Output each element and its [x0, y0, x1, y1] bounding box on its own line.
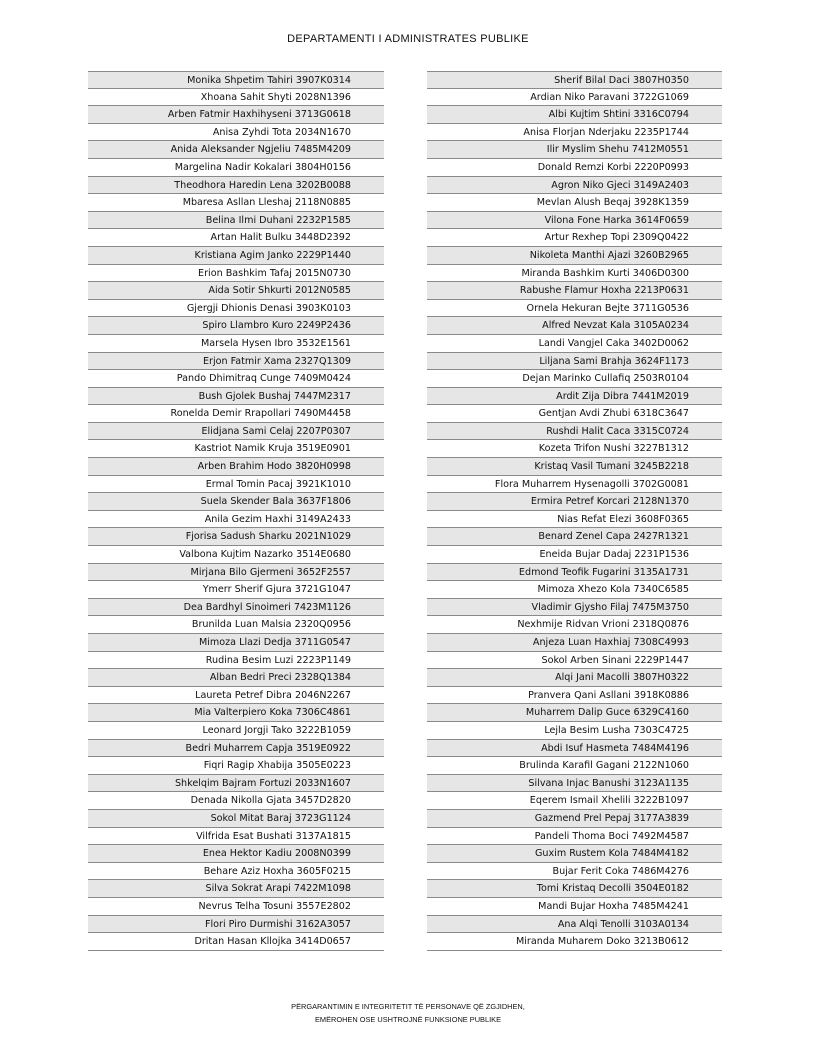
list-item: Guxim Rustem Kola 7484M4182 — [427, 845, 722, 863]
list-item: Vladimir Gjysho Filaj 7475M3750 — [427, 599, 722, 617]
list-item: Pando Dhimitraq Cunge 7409M0424 — [88, 370, 384, 388]
list-item: Ana Alqi Tenolli 3103A0134 — [427, 916, 722, 934]
list-item: Benard Zenel Capa 2427R1321 — [427, 528, 722, 546]
list-item: Enea Hektor Kadiu 2008N0399 — [88, 845, 384, 863]
list-item: Ornela Hekuran Bejte 3711G0536 — [427, 300, 722, 318]
footer-line-1: PËRGARANTIMIN E INTEGRITETIT TË PERSONAVE QË ZGJIDHEN, — [291, 1002, 525, 1011]
list-item: Shkelqim Bajram Fortuzi 2033N1607 — [88, 775, 384, 793]
list-item: Bujar Ferit Coka 7486M4276 — [427, 863, 722, 881]
list-item: Kristaq Vasil Tumani 3245B2218 — [427, 458, 722, 476]
list-item: Aida Sotir Shkurti 2012N0585 — [88, 282, 384, 300]
list-item: Silvana Injac Banushi 3123A1135 — [427, 775, 722, 793]
left-name-list — [88, 71, 384, 951]
page-title: DEPARTAMENTI I ADMINISTRATES PUBLIKE — [287, 33, 529, 45]
list-item: Denada Nikolla Gjata 3457D2820 — [88, 792, 384, 810]
list-item: Sherif Bilal Daci 3807H0350 — [427, 71, 722, 89]
list-item: Liljana Sami Brahja 3624F1173 — [427, 353, 722, 371]
list-item: Sokol Mitat Baraj 3723G1124 — [88, 810, 384, 828]
page-footer — [0, 1000, 816, 1026]
list-item: Eneida Bujar Dadaj 2231P1536 — [427, 546, 722, 564]
list-item: Sokol Arben Sinani 2229P1447 — [427, 652, 722, 670]
list-item: Bedri Muharrem Capja 3519E0922 — [88, 740, 384, 758]
list-item: Brunilda Luan Malsia 2320Q0956 — [88, 616, 384, 634]
list-item: Vilfrida Esat Bushati 3137A1815 — [88, 828, 384, 846]
list-item: Anjeza Luan Haxhiaj 7308C4993 — [427, 634, 722, 652]
list-item: Erjon Fatmir Xama 2327Q1309 — [88, 353, 384, 371]
list-item: Kastriot Namik Kruja 3519E0901 — [88, 440, 384, 458]
list-item: Nikoleta Manthi Ajazi 3260B2965 — [427, 247, 722, 265]
list-item: Arben Brahim Hodo 3820H0998 — [88, 458, 384, 476]
list-item: Pranvera Qani Asllani 3918K0886 — [427, 687, 722, 705]
list-item: Mimoza Xhezo Kola 7340C6585 — [427, 581, 722, 599]
list-item: Abdi Isuf Hasmeta 7484M4196 — [427, 740, 722, 758]
list-item: Dritan Hasan Kllojka 3414D0657 — [88, 933, 384, 951]
list-item: Silva Sokrat Arapi 7422M1098 — [88, 880, 384, 898]
list-item: Erion Bashkim Tafaj 2015N0730 — [88, 265, 384, 283]
list-item: Muharrem Dalip Guce 6329C4160 — [427, 704, 722, 722]
list-item: Kozeta Trifon Nushi 3227B1312 — [427, 440, 722, 458]
list-item: Anisa Florjan Nderjaku 2235P1744 — [427, 124, 722, 142]
list-item: Marsela Hysen Ibro 3532E1561 — [88, 335, 384, 353]
list-item: Miranda Muharem Doko 3213B0612 — [427, 933, 722, 951]
list-item: Edmond Teofik Fugarini 3135A1731 — [427, 564, 722, 582]
list-item: Mevlan Alush Beqaj 3928K1359 — [427, 194, 722, 212]
list-item: Flori Piro Durmishi 3162A3057 — [88, 916, 384, 934]
list-item: Albi Kujtim Shtini 3316C0794 — [427, 106, 722, 124]
list-item: Mimoza Llazi Dedja 3711G0547 — [88, 634, 384, 652]
list-item: Landi Vangjel Caka 3402D0062 — [427, 335, 722, 353]
list-item: Lejla Besim Lusha 7303C4725 — [427, 722, 722, 740]
list-item: Anila Gezim Haxhi 3149A2433 — [88, 511, 384, 529]
list-item: Agron Niko Gjeci 3149A2403 — [427, 177, 722, 195]
list-item: Alban Bedri Preci 2328Q1384 — [88, 669, 384, 687]
list-item: Anisa Zyhdi Tota 2034N1670 — [88, 124, 384, 142]
list-item: Gjergji Dhionis Denasi 3903K0103 — [88, 300, 384, 318]
list-item: Artan Halit Bulku 3448D2392 — [88, 229, 384, 247]
list-item: Flora Muharrem Hysenagolli 3702G0081 — [427, 476, 722, 494]
list-item: Eqerem Ismail Xhelili 3222B1097 — [427, 792, 722, 810]
footer-line-2: EMËROHEN OSE USHTROJNË FUNKSIONE PUBLIKE — [314, 1015, 502, 1024]
list-item: Mirjana Bilo Gjermeni 3652F2557 — [88, 564, 384, 582]
list-item: Nevrus Telha Tosuni 3557E2802 — [88, 898, 384, 916]
list-item: Vilona Fone Harka 3614F0659 — [427, 212, 722, 230]
list-item: Gazmend Prel Pepaj 3177A3839 — [427, 810, 722, 828]
list-item: Artur Rexhep Topi 2309Q0422 — [427, 229, 722, 247]
list-item: Kristiana Agim Janko 2229P1440 — [88, 247, 384, 265]
list-item: Brulinda Karafil Gagani 2122N1060 — [427, 757, 722, 775]
list-item: Mbaresa Asllan Lleshaj 2118N0885 — [88, 194, 384, 212]
list-item: Nias Refat Elezi 3608F0365 — [427, 511, 722, 529]
list-item: Ermira Petref Korcari 2128N1370 — [427, 493, 722, 511]
list-item: Rabushe Flamur Hoxha 2213P0631 — [427, 282, 722, 300]
list-item: Ardit Zija Dibra 7441M2019 — [427, 388, 722, 406]
list-item: Suela Skender Bala 3637F1806 — [88, 493, 384, 511]
list-item: Miranda Bashkim Kurti 3406D0300 — [427, 265, 722, 283]
list-item: Elidjana Sami Celaj 2207P0307 — [88, 423, 384, 441]
list-item: Rudina Besim Luzi 2223P1149 — [88, 652, 384, 670]
list-item: Xhoana Sahit Shyti 2028N1396 — [88, 89, 384, 107]
list-item: Behare Aziz Hoxha 3605F0215 — [88, 863, 384, 881]
list-item: Donald Remzi Korbi 2220P0993 — [427, 159, 722, 177]
list-item: Gentjan Avdi Zhubi 6318C3647 — [427, 405, 722, 423]
list-item: Nexhmije Ridvan Vrioni 2318Q0876 — [427, 616, 722, 634]
list-item: Ermal Tomin Pacaj 3921K1010 — [88, 476, 384, 494]
list-item: Rushdi Halit Caca 3315C0724 — [427, 423, 722, 441]
list-item: Alfred Nevzat Kala 3105A0234 — [427, 317, 722, 335]
list-item: Belina Ilmi Duhani 2232P1585 — [88, 212, 384, 230]
list-item: Tomi Kristaq Decolli 3504E0182 — [427, 880, 722, 898]
list-item: Monika Shpetim Tahiri 3907K0314 — [88, 71, 384, 89]
list-item: Ronelda Demir Rrapollari 7490M4458 — [88, 405, 384, 423]
list-item: Laureta Petref Dibra 2046N2267 — [88, 687, 384, 705]
list-item: Dejan Marinko Cullafiq 2503R0104 — [427, 370, 722, 388]
list-item: Ymerr Sherif Gjura 3721G1047 — [88, 581, 384, 599]
list-item: Anida Aleksander Ngjeliu 7485M4209 — [88, 141, 384, 159]
list-item: Mia Valterpiero Koka 7306C4861 — [88, 704, 384, 722]
list-item: Margelina Nadir Kokalari 3804H0156 — [88, 159, 384, 177]
list-item: Dea Bardhyl Sinoimeri 7423M1126 — [88, 599, 384, 617]
list-item: Mandi Bujar Hoxha 7485M4241 — [427, 898, 722, 916]
list-item: Ilir Myslim Shehu 7412M0551 — [427, 141, 722, 159]
list-item: Valbona Kujtim Nazarko 3514E0680 — [88, 546, 384, 564]
right-name-list — [427, 71, 722, 951]
list-item: Alqi Jani Macolli 3807H0322 — [427, 669, 722, 687]
list-item: Theodhora Haredin Lena 3202B0088 — [88, 177, 384, 195]
list-item: Leonard Jorgji Tako 3222B1059 — [88, 722, 384, 740]
list-item: Ardian Niko Paravani 3722G1069 — [427, 89, 722, 107]
list-item: Spiro Llambro Kuro 2249P2436 — [88, 317, 384, 335]
list-item: Pandeli Thoma Boci 7492M4587 — [427, 828, 722, 846]
list-item: Fjorisa Sadush Sharku 2021N1029 — [88, 528, 384, 546]
list-item: Bush Gjolek Bushaj 7447M2317 — [88, 388, 384, 406]
list-item: Fiqri Ragip Xhabija 3505E0223 — [88, 757, 384, 775]
list-item: Arben Fatmir Haxhihyseni 3713G0618 — [88, 106, 384, 124]
